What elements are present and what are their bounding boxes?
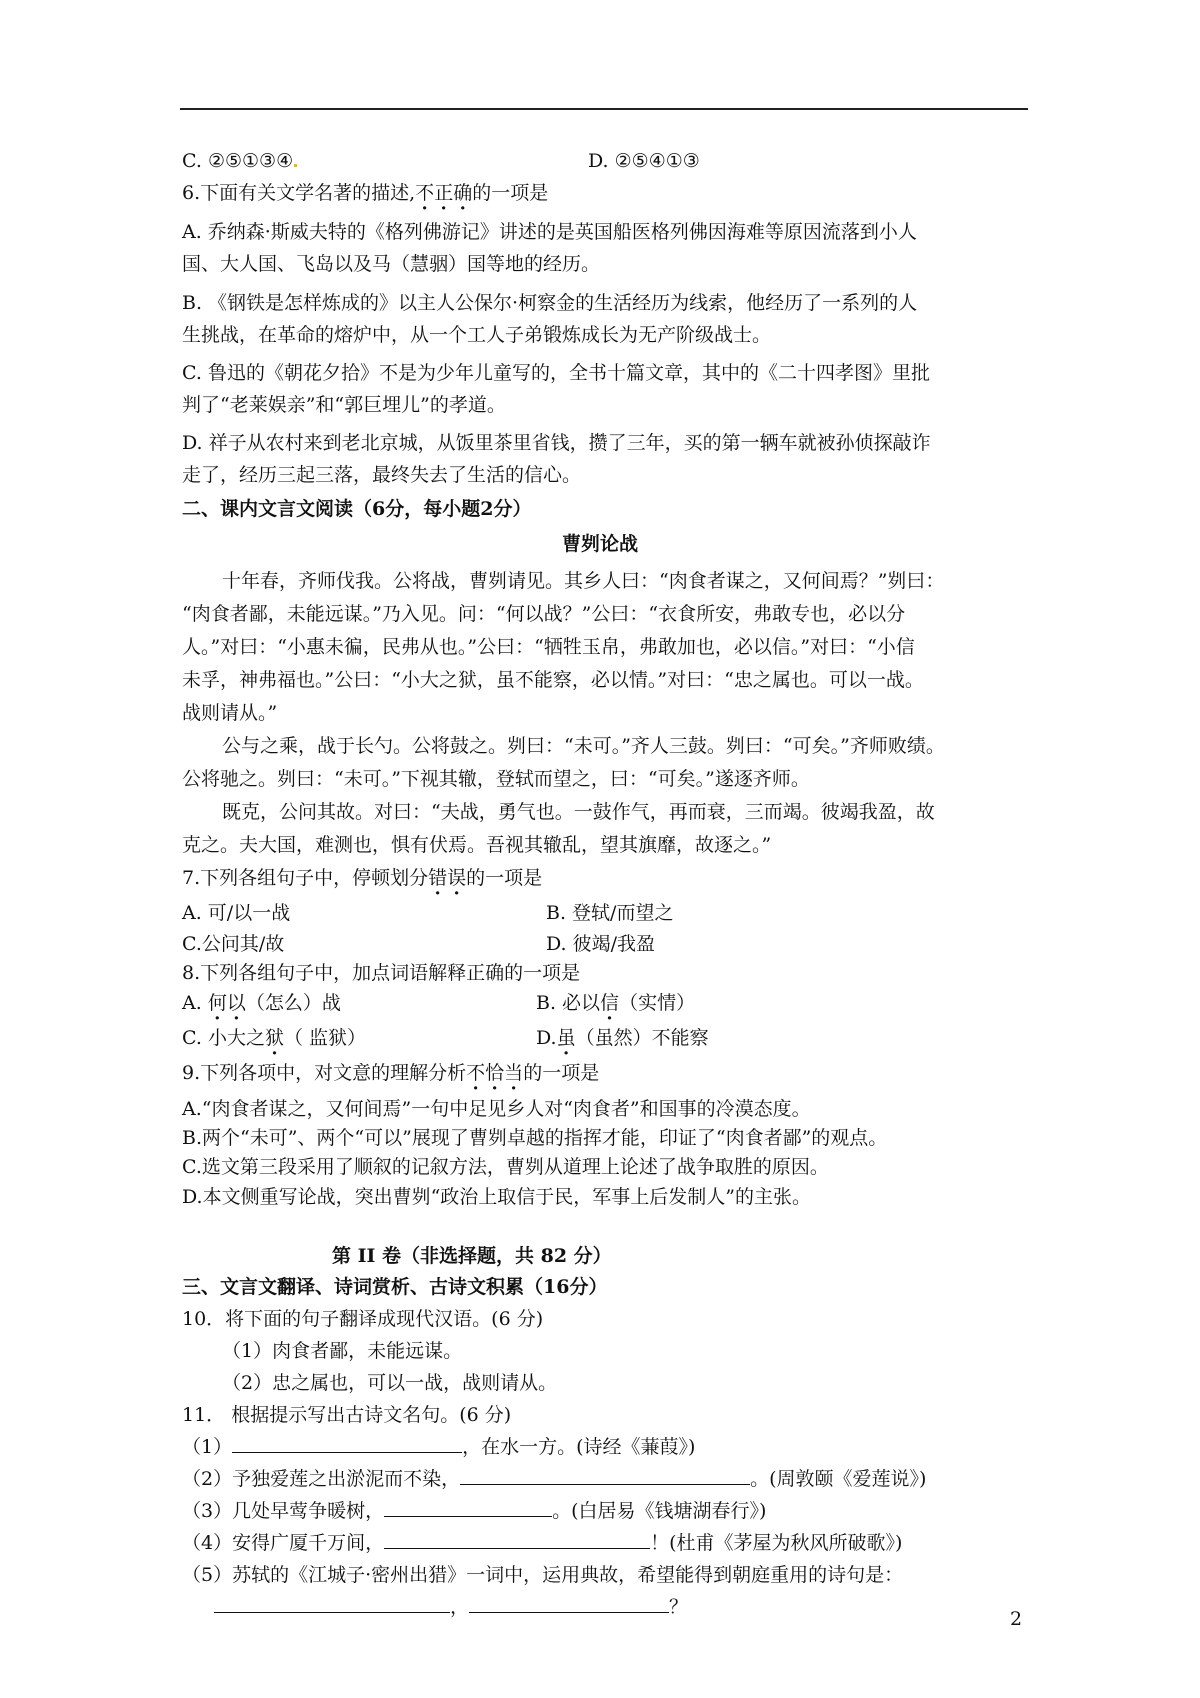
q6-option-c-cont: 判了“老莱娱亲”和“郭巨埋儿”的孝道。 <box>182 394 506 416</box>
section2-heading: 二、课内文言文阅读（6分，每小题2分） <box>182 498 532 520</box>
q7-option-d: D. 彼竭/我盈 <box>546 933 656 955</box>
q6-option-a-cont: 国、大人国、飞岛以及马（慧骃）国等地的经历。 <box>182 253 601 275</box>
part2-title: 第 II 卷（非选择题，共 82 分） <box>332 1245 612 1267</box>
q11-item-5-answer: ， ？ <box>214 1594 688 1620</box>
passage-p1-line2: “肉食者鄙，未能远谋。”乃入见。问：“何以战？”公曰：“衣食所安，弗敢专也，必以分 <box>182 603 906 625</box>
q11-blank-2[interactable] <box>460 1466 750 1485</box>
q6-option-d: D. 祥子从农村来到老北京城，从饭里茶里省钱，攒了三年，买的第一辆车就被孙侦探敲诈 <box>182 432 931 454</box>
q11-blank-4[interactable] <box>384 1530 650 1549</box>
passage-p3-line1: 既克，公问其故。对曰：“夫战，勇气也。一鼓作气，再而衰，三而竭。彼竭我盈，故 <box>222 801 935 823</box>
header-rule <box>180 108 1028 110</box>
q11-blank-5a[interactable] <box>214 1594 450 1613</box>
q9-stem: 9.下列各项中，对文意的理解分析不恰当的一项是 <box>182 1062 600 1084</box>
q11-item-2: （2）予独爱莲之出淤泥而不染， 。(周敦颐《爱莲说》) <box>182 1468 927 1490</box>
q11-item-3: （3）几处早莺争暖树， 。(白居易《钱塘湖春行》) <box>182 1500 767 1522</box>
q7-option-c: C.公问其/故 <box>182 933 285 955</box>
passage-p2-line2: 公将驰之。刿曰：“未可。”下视其辙，登轼而望之，曰：“可矣。”遂逐齐师。 <box>182 768 810 790</box>
q8-option-d: D.虽（虽然）不能察 <box>536 1027 709 1049</box>
q6-option-c: C. 鲁迅的《朝花夕拾》不是为少年儿童写的，全书十篇文章，其中的《二十四孝图》里批 <box>182 362 930 384</box>
section3-heading: 三、文言文翻译、诗词赏析、古诗文积累（16分） <box>182 1276 608 1298</box>
q9-option-a: A.“肉食者谋之，又何间焉”一句中足见乡人对“肉食者”和国事的冷漠态度。 <box>182 1098 811 1120</box>
q8-stem: 8.下列各组句子中，加点词语解释正确的一项是 <box>182 962 581 984</box>
q11-item-1: （1） ，在水一方。(诗经《蒹葭》) <box>182 1436 696 1458</box>
q9-option-c: C.选文第三段采用了顺叙的记叙方法，曹刿从道理上论述了战争取胜的原因。 <box>182 1156 829 1178</box>
q6-stem: 6.下面有关文学名著的描述,不正确的一项是 <box>182 182 549 204</box>
q9-option-d: D.本文侧重写论战，突出曹刿“政治上取信于民，军事上后发制人”的主张。 <box>182 1186 812 1208</box>
q10-sentence-1: （1）肉食者鄙，未能远谋。 <box>222 1340 463 1362</box>
q6-option-a: A. 乔纳森·斯威夫特的《格列佛游记》讲述的是英国船医格列佛因海难等原因流落到小人 <box>182 221 917 243</box>
q6-option-b: B. 《钢铁是怎样炼成的》以主人公保尔·柯察金的生活经历为线索，他经历了一系列的人 <box>182 292 918 314</box>
q7-option-b: B. 登轼/而望之 <box>546 902 674 924</box>
q6-option-d-cont: 走了，经历三起三落，最终失去了生活的信心。 <box>182 464 582 486</box>
q7-stem: 7.下列各组句子中，停顿划分错误的一项是 <box>182 867 543 889</box>
q11-item-4: （4）安得广厦千万间， ！(杜甫《茅屋为秋风所破歌》) <box>182 1532 903 1554</box>
page-number: 2 <box>1010 1608 1023 1630</box>
passage-p2-line1: 公与之乘，战于长勺。公将鼓之。刿曰：“未可。”齐人三鼓。刿曰：“可矣。”齐师败绩。 <box>222 735 945 757</box>
q11-item-5: （5）苏轼的《江城子·密州出猎》一词中，运用典故，希望能得到朝庭重用的诗句是： <box>182 1564 904 1586</box>
q11-blank-3[interactable] <box>384 1498 552 1517</box>
q5-option-c: C. ②⑤①③④ <box>182 148 297 174</box>
passage-title: 曹刿论战 <box>561 533 638 555</box>
passage-p1-line1: 十年春，齐师伐我。公将战，曹刿请见。其乡人曰：“肉食者谋之，又何间焉？”刿曰： <box>222 570 945 592</box>
q8-option-a: A. 何以（怎么）战 <box>182 992 341 1014</box>
q7-option-a: A. 可/以一战 <box>182 902 291 924</box>
q11-stem: 11． 根据提示写出古诗文名句。(6 分) <box>182 1404 512 1426</box>
q11-blank-1[interactable] <box>232 1434 462 1453</box>
q6-option-b-cont: 生挑战，在革命的熔炉中，从一个工人子弟锻炼成长为无产阶级战士。 <box>182 324 772 346</box>
q9-option-b: B.两个“未可”、两个“可以”展现了曹刿卓越的指挥才能，印证了“肉食者鄙”的观点。 <box>182 1127 888 1149</box>
passage-p1-line3: 人。”对曰：“小惠未徧，民弗从也。”公曰：“牺牲玉帛，弗敢加也，必以信。”对曰：“小信 <box>182 636 915 658</box>
q11-blank-5b[interactable] <box>469 1594 669 1613</box>
q10-sentence-2: （2）忠之属也，可以一战，战则请从。 <box>222 1372 558 1394</box>
q10-stem: 10．将下面的句子翻译成现代汉语。(6 分) <box>182 1308 544 1330</box>
q5-option-d: D. ②⑤④①③ <box>588 150 700 172</box>
q8-option-b: B. 必以信（实情） <box>536 992 696 1014</box>
passage-p1-line4: 未孚，神弗福也。”公曰：“小大之狱，虽不能察，必以情。”对曰：“忠之属也。可以一战。 <box>182 669 924 691</box>
passage-p3-line2: 克之。夫大国，难测也，惧有伏焉。吾视其辙乱，望其旗靡，故逐之。” <box>182 834 772 856</box>
passage-p1-line5: 战则请从。” <box>182 702 278 724</box>
q8-option-c: C. 小大之狱（ 监狱） <box>182 1027 367 1049</box>
